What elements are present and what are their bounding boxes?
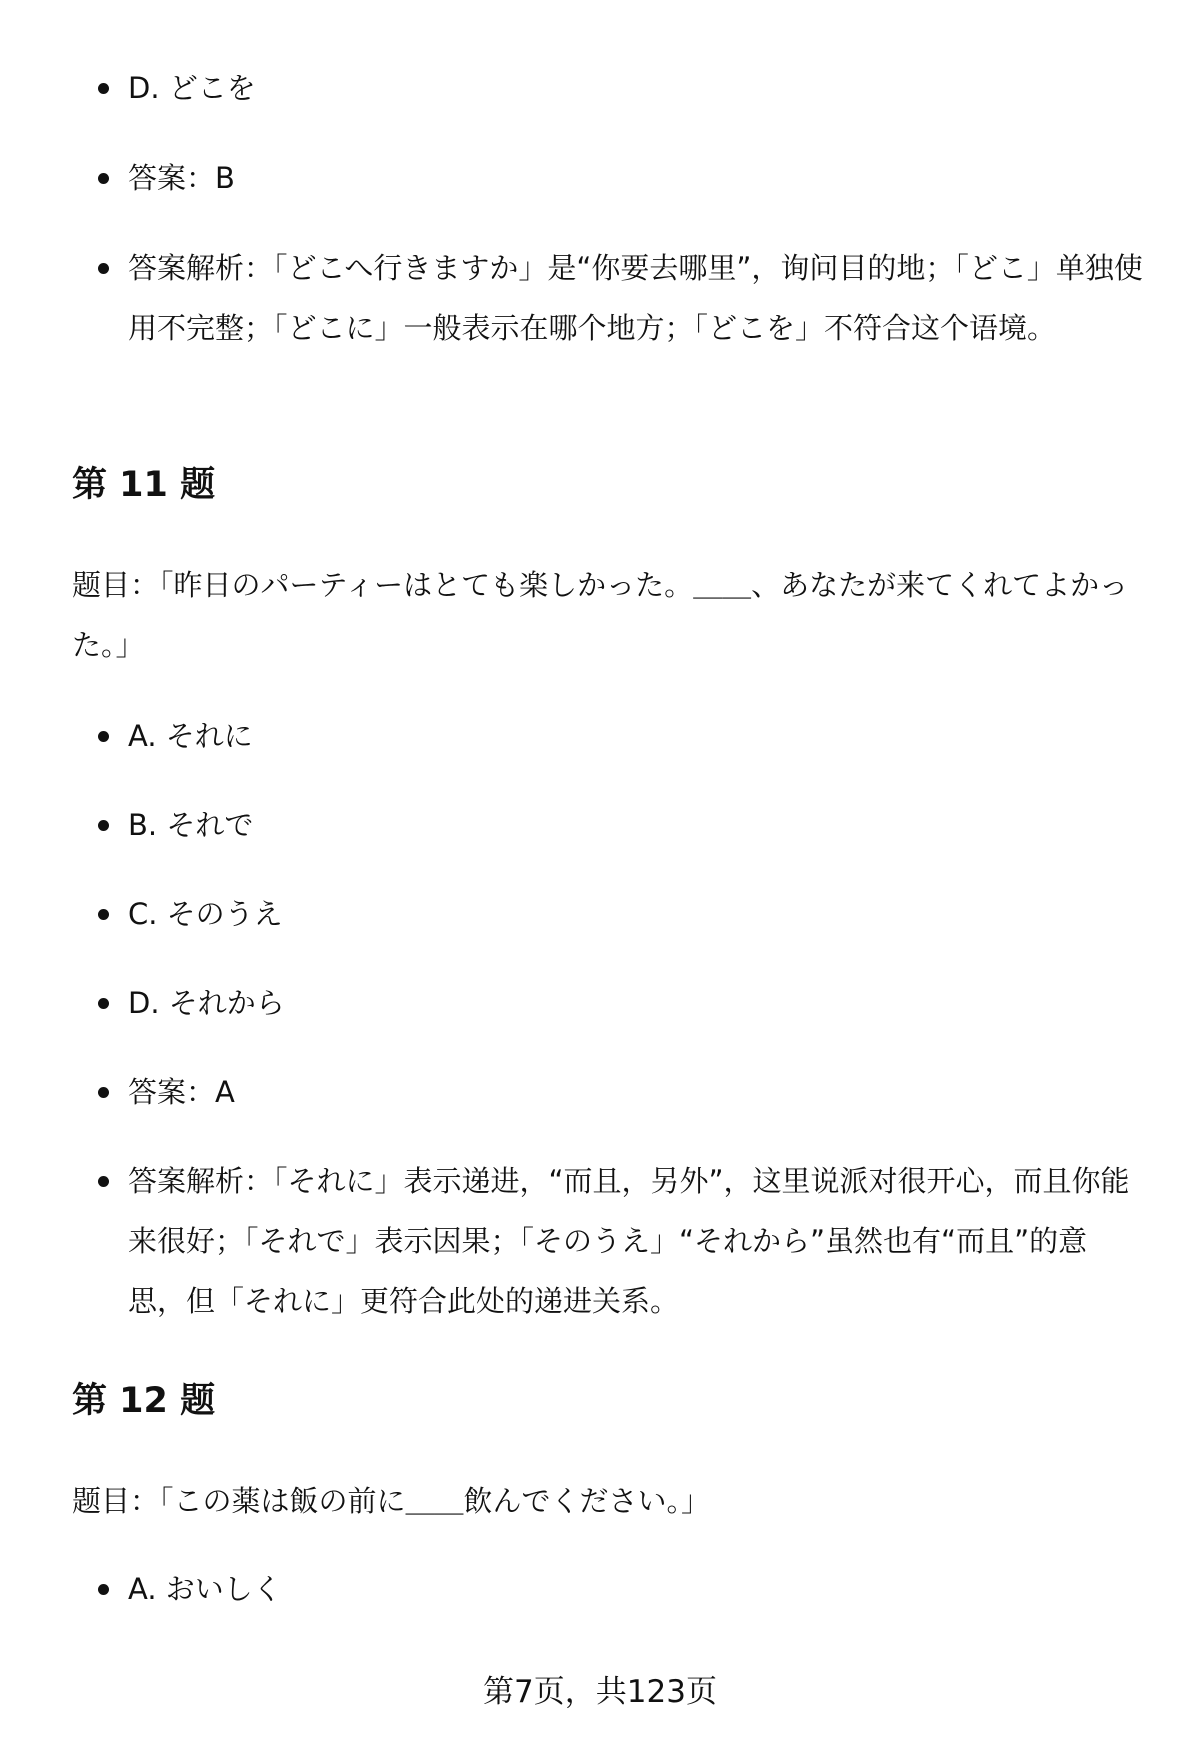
q11-option-c: C. そのうえ [128, 897, 283, 931]
q11-option-d: D. それから [128, 986, 285, 1020]
q10-answer: 答案：B [128, 161, 235, 195]
q11-answer: 答案：A [128, 1075, 235, 1109]
q12-options [0, 1559, 1200, 1619]
q11-options [0, 706, 1200, 1331]
bullet-icon [98, 998, 109, 1009]
bullet-icon [98, 1176, 109, 1187]
bullet-icon [98, 263, 109, 274]
page-number: 第7页，共123页 [483, 1674, 717, 1710]
bullet-icon [98, 173, 109, 184]
bullet-icon [98, 1087, 109, 1098]
q10-list [0, 58, 1200, 358]
list-item [0, 238, 1143, 358]
bullet-icon [98, 909, 109, 920]
q10-explanation: 答案解析：「どこへ行きますか」是“你要去哪里”，询问目的地；「どこ」单独使用不完整；「どこに」一般表示在哪个地方；「どこを」不符合这个语境。 [128, 251, 1143, 345]
q11-option-b: B. それで [128, 808, 254, 842]
bullet-icon [98, 820, 109, 831]
list-item [0, 58, 1143, 118]
q12-heading: 第 12 题 [72, 1381, 216, 1421]
list-item [0, 1559, 1143, 1619]
q12-stem: 题目：「この薬は飯の前に＿＿飲んでください。」 [72, 1484, 711, 1518]
q11-stem: 题目：「昨日のパーティーはとても楽しかった。＿＿、あなたが来てくれてよかった。」 [72, 568, 1129, 662]
q12-option-a: A. おいしく [128, 1572, 282, 1606]
bullet-icon [98, 83, 109, 94]
list-item [0, 706, 1143, 766]
list-item [0, 148, 1143, 208]
bullet-icon [98, 731, 109, 742]
q11-heading: 第 11 题 [72, 465, 216, 505]
q11-option-a: A. それに [128, 719, 253, 753]
q10-option-d: D. どこを [128, 71, 256, 105]
q11-explanation: 答案解析：「それに」表示递进，“而且，另外”，这里说派对很开心，而且你能来很好；「それで」表示因果；「そのうえ」“それから”虽然也有“而且”的意思，但「それに」更符合此处的递进关系。 [128, 1164, 1130, 1318]
list-item [0, 1062, 1143, 1122]
list-item [0, 973, 1143, 1033]
list-item [0, 1151, 1143, 1331]
list-item [0, 795, 1143, 855]
list-item [0, 884, 1143, 944]
bullet-icon [98, 1584, 109, 1595]
